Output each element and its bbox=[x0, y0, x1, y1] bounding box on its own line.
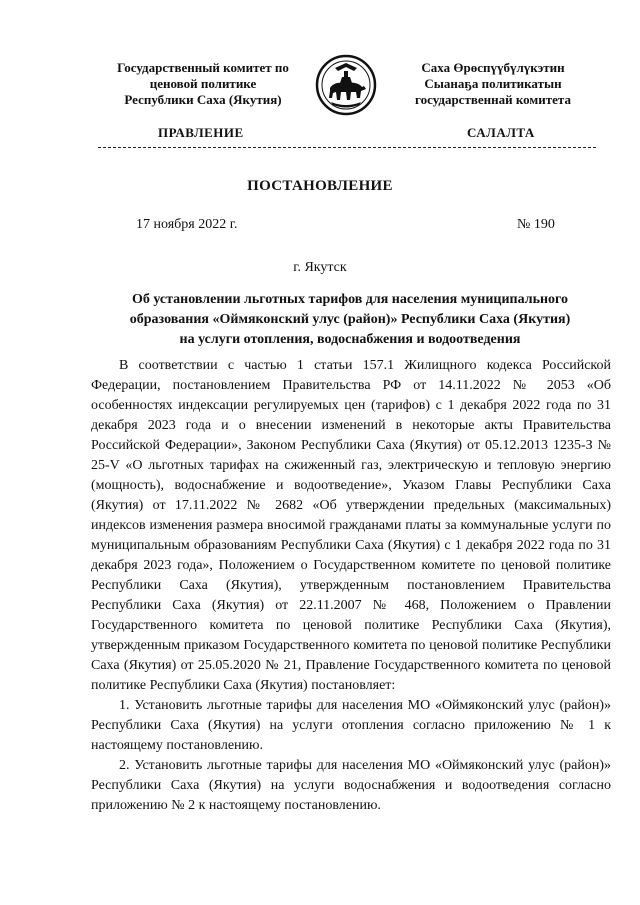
document-body bbox=[91, 356, 611, 816]
letterhead-russian-line: ценовой политике bbox=[149, 76, 257, 91]
letterhead-yakut-line: государственнай комитета bbox=[415, 92, 571, 107]
subject-line: образования «Оймяконский улус (район)» Республики Саха (Якутия) bbox=[129, 312, 571, 327]
subject-line: на услуги отопления, водоснабжения и водоотведения bbox=[179, 332, 521, 347]
board-label-yakut: САЛАЛТА bbox=[467, 125, 535, 140]
document-subject bbox=[90, 290, 610, 350]
letterhead-russian-line: Республики Саха (Якутия) bbox=[124, 92, 282, 107]
letterhead-yakut-line: Саха Өрөспүүбүлүкэтин bbox=[421, 60, 565, 75]
document-city: г. Якутск bbox=[293, 260, 347, 275]
document-number: № 190 bbox=[517, 217, 555, 232]
header-divider bbox=[98, 147, 596, 148]
document-title: ПОСТАНОВЛЕНИЕ bbox=[247, 178, 393, 194]
body-paragraph-item-2: 2. Установить льготные тарифы для населения МО «Оймяконский улус (район)» Республики Саха (Якутия) на услуги водоснабжения и водоотведения согласно приложению № 2 к настоящему постановлению. bbox=[91, 758, 611, 813]
letterhead-russian-line: Государственный комитет по bbox=[117, 60, 289, 75]
letterhead-yakut bbox=[388, 60, 598, 108]
body-paragraph-item-1: 1. Установить льготные тарифы для населения МО «Оймяконский улус (район)» Республики Саха (Якутия) на услуги отопления согласно приложению № 1 к настоящему постановлению. bbox=[91, 698, 611, 753]
board-label-russian: ПРАВЛЕНИЕ bbox=[158, 125, 244, 140]
letterhead-yakut-line: Сыанаҕа политикатын bbox=[424, 76, 562, 91]
document-date: 17 ноября 2022 г. bbox=[136, 217, 238, 232]
subject-line: Об установлении льготных тарифов для населения муниципального bbox=[131, 292, 569, 307]
body-paragraph-preamble: В соответствии с частью 1 статьи 157.1 Жилищного кодекса Российской Федерации, постановлением Правительства РФ от 14.11.2022 № 2053 «Об особенностях индексации регулируемых цен (тарифов) с 1 декабря 2022 года по 31 декабря 2023 года и о внесении изменений в некоторые акты Правительства Российской Федерации», Законом Республики Саха (Якутия) от 05.12.2013 1235-З № 25-V «О льготных тарифах на сжиженный газ, электрическую и тепловую энергию (мощность), водоснабжение и водоотведение», Указом Главы Республики Саха (Якутия) от 17.11.2022 № 2682 «Об утверждении предельных (максимальных) индексов изменения размера вносимой гражданами платы за коммунальные услуги по муниципальным образованиям Республики Саха (Якутия) с 1 декабря 2022 года по 31 декабря 2023 года», Положением о Государственном комитете по ценовой политике Республики Саха (Якутия), утвержденным постановлением Правительства Республики Саха (Якутия) от 22.11.2007 № 468, Положением о Правлении Государственного комитета по ценовой политике Республики Саха (Якутия), утвержденным приказом Государственного комитета по ценовой политике Республики Саха (Якутия) от 25.05.2020 № 21, Правление Государственного комитета по ценовой политике Республики Саха (Якутия) постановляет: bbox=[91, 358, 611, 693]
sakha-coat-of-arms-icon bbox=[315, 54, 377, 116]
letterhead-russian bbox=[98, 60, 308, 108]
